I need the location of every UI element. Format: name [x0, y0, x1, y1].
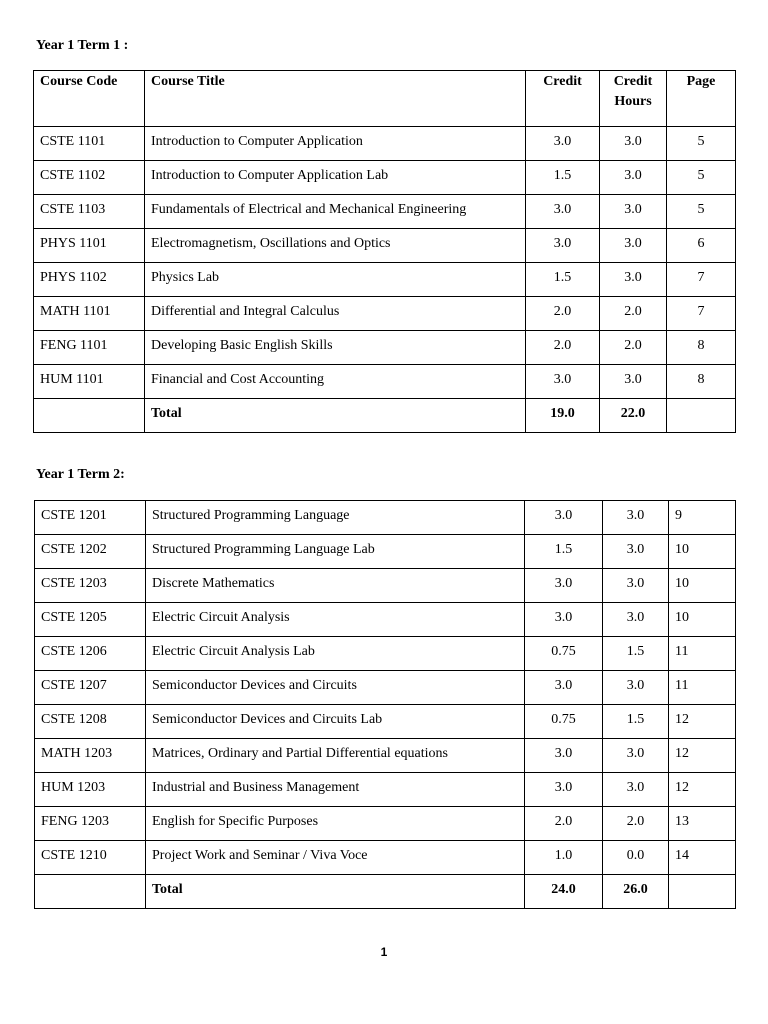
course-title-cell: Matrices, Ordinary and Partial Differential equations [146, 739, 525, 773]
table-row [34, 297, 736, 331]
credit-hours-cell: 3.0 [600, 229, 667, 263]
credit-cell: 1.5 [526, 161, 600, 195]
total-empty-cell [34, 399, 145, 433]
course-title-cell: Industrial and Business Management [146, 773, 525, 807]
page-cell: 7 [667, 263, 736, 297]
table-row [35, 773, 736, 807]
table-row [35, 637, 736, 671]
credit-cell: 3.0 [525, 603, 603, 637]
credit-cell: 3.0 [526, 229, 600, 263]
credit-hours-cell: 3.0 [603, 773, 669, 807]
course-code-cell: CSTE 1206 [35, 637, 146, 671]
table-row [35, 807, 736, 841]
course-code-cell: CSTE 1102 [34, 161, 145, 195]
course-code-cell: CSTE 1103 [34, 195, 145, 229]
page-cell: 8 [667, 365, 736, 399]
course-title-cell: Fundamentals of Electrical and Mechanical Engineering [145, 195, 526, 229]
credit-hours-cell: 2.0 [603, 807, 669, 841]
course-code-cell: PHYS 1101 [34, 229, 145, 263]
table-row [35, 841, 736, 875]
course-title-cell: Electric Circuit Analysis Lab [146, 637, 525, 671]
course-title-cell: Physics Lab [145, 263, 526, 297]
total-page-empty-cell [669, 875, 736, 909]
total-empty-cell [35, 875, 146, 909]
column-header-course-code: Course Code [34, 71, 145, 127]
course-code-cell: CSTE 1203 [35, 569, 146, 603]
credit-cell: 1.5 [525, 535, 603, 569]
credit-cell: 3.0 [525, 739, 603, 773]
credit-cell: 3.0 [525, 671, 603, 705]
course-code-cell: CSTE 1207 [35, 671, 146, 705]
total-label: Total [145, 399, 526, 433]
column-header-page: Page [667, 71, 736, 127]
credit-hours-cell: 3.0 [603, 603, 669, 637]
course-title-cell: Financial and Cost Accounting [145, 365, 526, 399]
credit-hours-cell: 0.0 [603, 841, 669, 875]
credit-hours-cell: 1.5 [603, 637, 669, 671]
page-cell: 12 [669, 705, 736, 739]
term2-heading: Year 1 Term 2: [36, 467, 125, 482]
course-code-cell: HUM 1101 [34, 365, 145, 399]
course-title-cell: Structured Programming Language [146, 501, 525, 535]
course-title-cell: Introduction to Computer Application Lab [145, 161, 526, 195]
table-row [35, 569, 736, 603]
table-row [34, 161, 736, 195]
course-title-cell: Project Work and Seminar / Viva Voce [146, 841, 525, 875]
total-row [35, 875, 736, 909]
credit-hours-cell: 2.0 [600, 297, 667, 331]
credit-hours-cell: 3.0 [603, 739, 669, 773]
total-page-empty-cell [667, 399, 736, 433]
table-row [34, 365, 736, 399]
total-row [34, 399, 736, 433]
page-cell: 14 [669, 841, 736, 875]
credit-cell: 2.0 [526, 331, 600, 365]
page-cell: 10 [669, 535, 736, 569]
total-credit-hours: 26.0 [603, 875, 669, 909]
page-cell: 5 [667, 127, 736, 161]
total-label: Total [146, 875, 525, 909]
column-header-credit-hours: Credit Hours [600, 71, 667, 127]
table-row [35, 671, 736, 705]
total-credit: 24.0 [525, 875, 603, 909]
total-credit-hours: 22.0 [600, 399, 667, 433]
course-code-cell: CSTE 1210 [35, 841, 146, 875]
page-number: 1 [380, 945, 388, 959]
page-cell: 12 [669, 773, 736, 807]
page-cell: 7 [667, 297, 736, 331]
table-row [35, 603, 736, 637]
course-title-cell: Electric Circuit Analysis [146, 603, 525, 637]
credit-hours-cell: 3.0 [603, 501, 669, 535]
column-header-credit: Credit [526, 71, 600, 127]
credit-cell: 0.75 [525, 705, 603, 739]
course-title-cell: Introduction to Computer Application [145, 127, 526, 161]
credit-cell: 0.75 [525, 637, 603, 671]
table-row [34, 229, 736, 263]
course-code-cell: FENG 1101 [34, 331, 145, 365]
credit-cell: 3.0 [526, 195, 600, 229]
course-code-cell: CSTE 1205 [35, 603, 146, 637]
course-code-cell: MATH 1101 [34, 297, 145, 331]
course-code-cell: MATH 1203 [35, 739, 146, 773]
table-row [35, 535, 736, 569]
credit-hours-cell: 3.0 [603, 671, 669, 705]
credit-cell: 3.0 [525, 773, 603, 807]
credit-hours-cell: 3.0 [600, 263, 667, 297]
course-title-cell: Differential and Integral Calculus [145, 297, 526, 331]
course-code-cell: PHYS 1102 [34, 263, 145, 297]
credit-cell: 3.0 [525, 569, 603, 603]
page-cell: 13 [669, 807, 736, 841]
table-row [34, 331, 736, 365]
term1-heading: Year 1 Term 1 : [36, 38, 129, 53]
credit-cell: 1.5 [526, 263, 600, 297]
course-title-cell: Semiconductor Devices and Circuits Lab [146, 705, 525, 739]
credit-cell: 3.0 [526, 365, 600, 399]
course-title-cell: Developing Basic English Skills [145, 331, 526, 365]
credit-hours-cell: 3.0 [600, 127, 667, 161]
page-cell: 11 [669, 637, 736, 671]
credit-hours-cell: 3.0 [600, 365, 667, 399]
page-cell: 5 [667, 161, 736, 195]
page-cell: 9 [669, 501, 736, 535]
total-credit: 19.0 [526, 399, 600, 433]
course-code-cell: CSTE 1208 [35, 705, 146, 739]
credit-hours-cell: 1.5 [603, 705, 669, 739]
credit-hours-cell: 3.0 [603, 569, 669, 603]
credit-cell: 3.0 [525, 501, 603, 535]
credit-cell: 1.0 [525, 841, 603, 875]
page-cell: 12 [669, 739, 736, 773]
course-title-cell: Structured Programming Language Lab [146, 535, 525, 569]
course-title-cell: Semiconductor Devices and Circuits [146, 671, 525, 705]
table-row [35, 739, 736, 773]
term2-course-table [34, 500, 736, 909]
table-row [34, 127, 736, 161]
page-cell: 10 [669, 569, 736, 603]
page-cell: 8 [667, 331, 736, 365]
column-header-course-title: Course Title [145, 71, 526, 127]
course-title-cell: Discrete Mathematics [146, 569, 525, 603]
credit-cell: 2.0 [526, 297, 600, 331]
credit-cell: 2.0 [525, 807, 603, 841]
term1-course-table [33, 70, 736, 433]
course-title-cell: Electromagnetism, Oscillations and Optics [145, 229, 526, 263]
table-row [34, 263, 736, 297]
table-header-row [34, 71, 736, 127]
table-row [35, 705, 736, 739]
table-row [34, 195, 736, 229]
course-title-cell: English for Specific Purposes [146, 807, 525, 841]
credit-hours-cell: 2.0 [600, 331, 667, 365]
course-code-cell: CSTE 1201 [35, 501, 146, 535]
page-cell: 11 [669, 671, 736, 705]
credit-cell: 3.0 [526, 127, 600, 161]
page-cell: 6 [667, 229, 736, 263]
page-cell: 10 [669, 603, 736, 637]
course-code-cell: CSTE 1202 [35, 535, 146, 569]
credit-hours-cell: 3.0 [603, 535, 669, 569]
page-cell: 5 [667, 195, 736, 229]
course-code-cell: HUM 1203 [35, 773, 146, 807]
course-code-cell: FENG 1203 [35, 807, 146, 841]
credit-hours-cell: 3.0 [600, 195, 667, 229]
table-row [35, 501, 736, 535]
credit-hours-cell: 3.0 [600, 161, 667, 195]
course-code-cell: CSTE 1101 [34, 127, 145, 161]
